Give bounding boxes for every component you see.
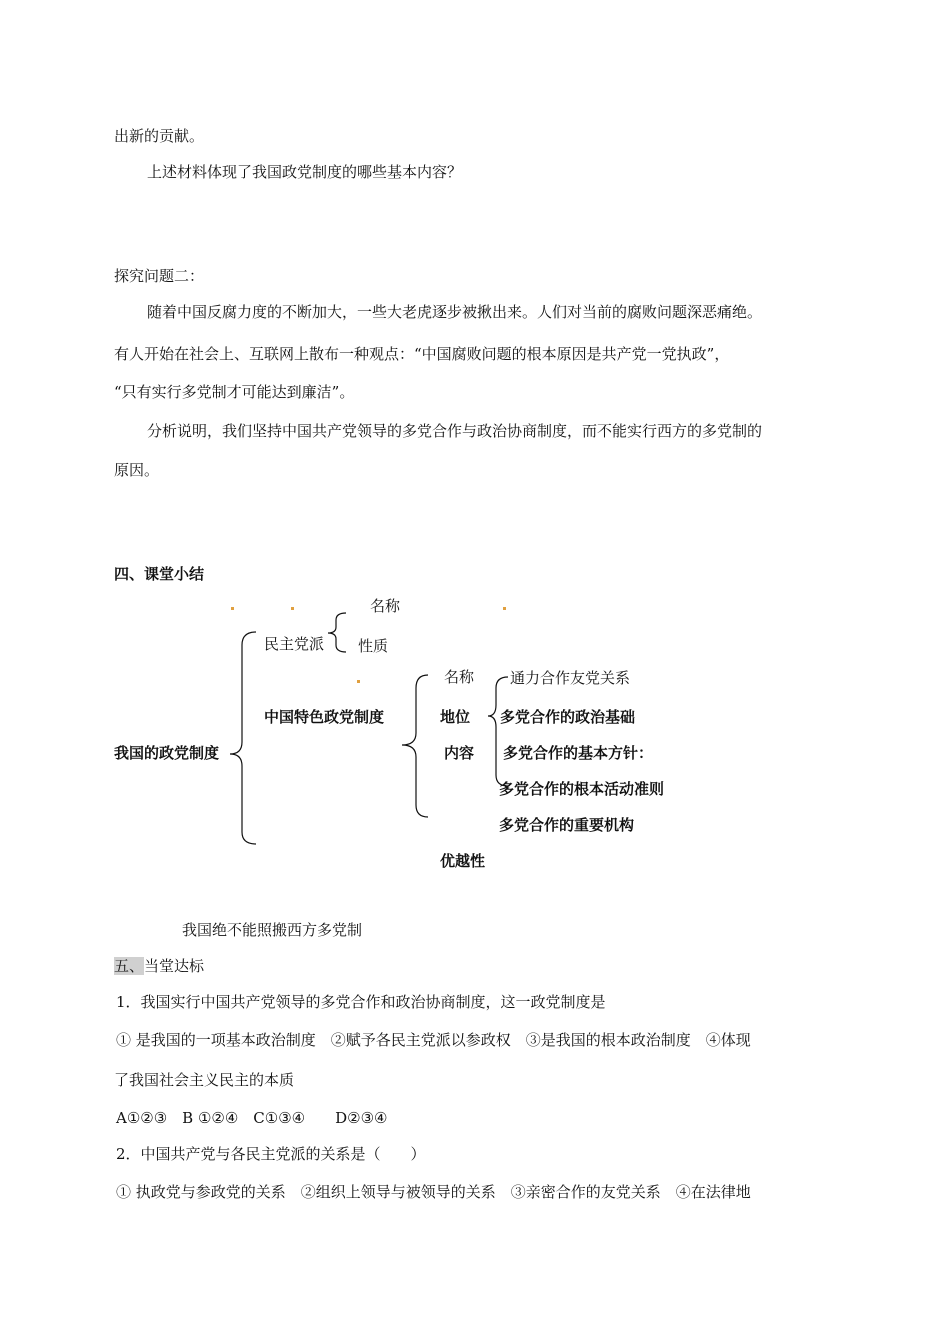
section-number: 五、 xyxy=(114,957,145,975)
csps-name-detail: 通力合作友党关系 xyxy=(510,669,631,687)
question-options: ① 执政党与参政党的关系 ②组织上领导与被领导的关系 ③亲密合作的友党关系 ④在法律地 xyxy=(116,1183,751,1201)
paragraph-line: 出新的贡献。 xyxy=(114,127,205,145)
dp-name-label: 名称 xyxy=(370,597,401,615)
question-options: 了我国社会主义民主的本质 xyxy=(114,1071,295,1089)
question-stem: 2．中国共产党与各民主党派的关系是（ ） xyxy=(116,1145,426,1163)
section-title xyxy=(114,956,204,976)
diagram-note: 我国绝不能照搬西方多党制 xyxy=(182,921,363,939)
inquiry-title: 探究问题二： xyxy=(114,267,205,285)
position-detail: 多党合作的政治基础 xyxy=(500,708,636,726)
csps-name-label: 名称 xyxy=(444,668,475,686)
content-detail: 多党合作的基本方针： xyxy=(503,744,654,762)
position-label: 地位 xyxy=(440,708,471,726)
question-stem: 1．我国实行中国共产党领导的多党合作和政治协商制度，这一政党制度是 xyxy=(116,993,606,1011)
question-options: ① 是我国的一项基本政治制度 ②赋予各民主党派以参政权 ③是我国的根本政治制度 ④体现 xyxy=(116,1031,751,1049)
section-title: 四、课堂小结 xyxy=(114,565,205,583)
question-choices: A①②③ B ①②④ C①③④ D②③④ xyxy=(116,1109,388,1127)
paragraph-line: 随着中国反腐力度的不断加大，一些大老虎逐步被揪出来。人们对当前的腐败问题深恶痛绝。 xyxy=(147,303,763,321)
decorative-dot xyxy=(291,607,294,610)
question-text: 上述材料体现了我国政党制度的哪些基本内容？ xyxy=(147,163,463,181)
decorative-dot xyxy=(231,607,234,610)
section-title-text: 当堂达标 xyxy=(144,957,205,975)
decorative-dot xyxy=(503,607,506,610)
dp-nature-label: 性质 xyxy=(358,637,389,655)
democratic-parties-node: 民主党派 xyxy=(264,635,325,653)
root-node: 我国的政党制度 xyxy=(114,744,220,762)
superiority-label: 优越性 xyxy=(440,852,486,870)
content-detail: 多党合作的根本活动准则 xyxy=(499,780,665,798)
paragraph-line: “只有实行多党制才可能达到廉洁”。 xyxy=(114,383,355,401)
content-detail: 多党合作的重要机构 xyxy=(499,816,635,834)
decorative-dot xyxy=(357,680,360,683)
paragraph-line: 原因。 xyxy=(114,461,160,479)
paragraph-line: 有人开始在社会上、互联网上散布一种观点：“中国腐败问题的根本原因是共产党一党执政”， xyxy=(114,345,730,363)
content-label: 内容 xyxy=(444,744,475,762)
csps-node: 中国特色政党制度 xyxy=(264,708,385,726)
paragraph-line: 分析说明，我们坚持中国共产党领导的多党合作与政治协商制度，而不能实行西方的多党制的 xyxy=(147,422,763,440)
